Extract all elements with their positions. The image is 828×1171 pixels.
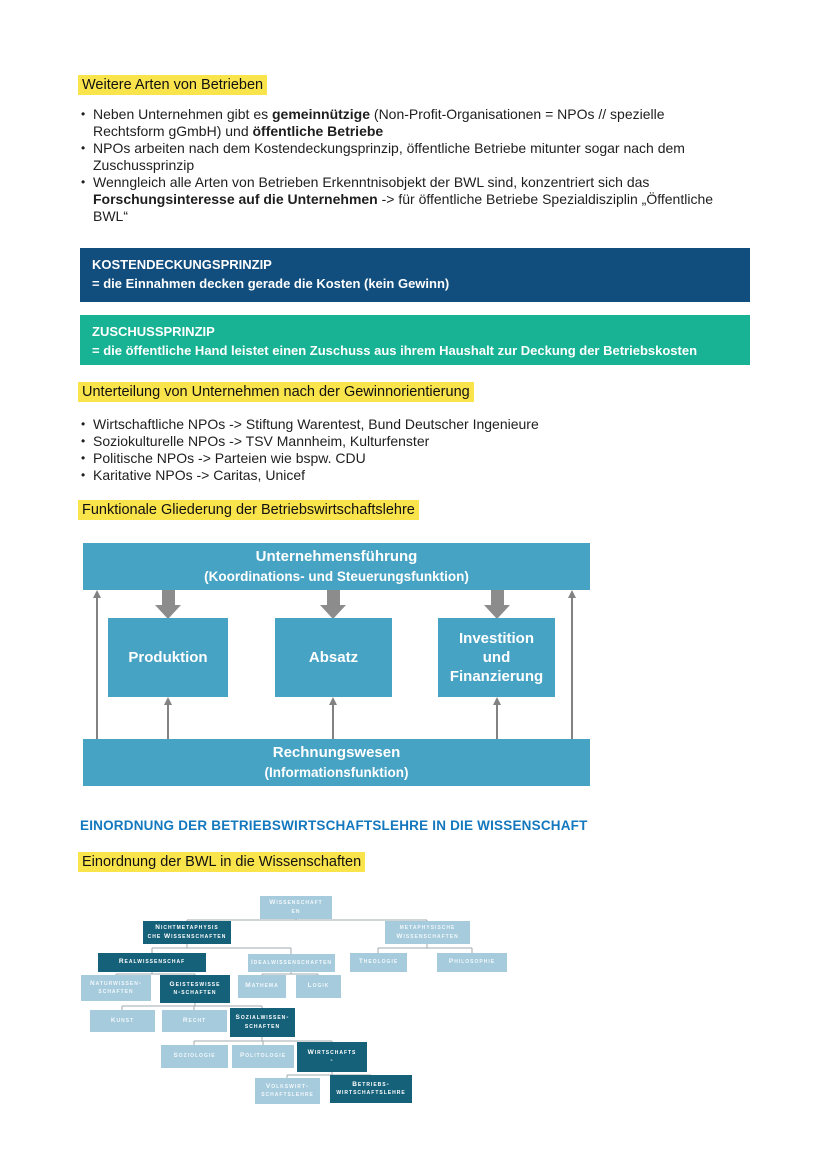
tree-node-theologie — [350, 953, 407, 972]
tree-node-label: metaphysische — [399, 924, 456, 931]
tree-node-label: Wissenschaften — [396, 932, 459, 940]
principle-box-zuschuss — [80, 315, 750, 365]
principle-box-kostendeckung — [80, 248, 750, 302]
arrow-up-icon — [167, 705, 169, 739]
text-run: Wenngleich alle Arten von Betrieben Erkenntnisobjekt der BWL sind, konzentriert sich das — [93, 174, 650, 190]
science-tree-diagram — [75, 890, 535, 1118]
tree-node-kunst — [90, 1010, 155, 1032]
tree-node-label: Wissenschaft — [269, 899, 323, 906]
diagram-box-title: Absatz — [308, 649, 359, 666]
bullet-list-betriebsarten — [80, 106, 770, 225]
tree-node-wirtschaftswissenschaften — [297, 1042, 367, 1072]
text-run-bold: Forschungsinteresse auf die Unternehmen — [93, 191, 378, 207]
section-heading-einordnung-bwl: Einordnung der BWL in die Wissenschaften — [78, 852, 365, 872]
text-run: Finanzierung — [449, 668, 544, 685]
principle-definition: = die Einnahmen decken gerade die Kosten (kein Gewinn) — [92, 276, 450, 291]
tree-node-label: en — [291, 907, 301, 915]
tree-node-label: Soziologie — [173, 1052, 216, 1060]
arrow-up-icon — [96, 598, 98, 739]
text-run: Investition — [458, 630, 534, 647]
tree-node-label: Philosophie — [448, 958, 496, 966]
tree-node-label: Logik — [307, 982, 330, 990]
diagram-box-subtitle: (Koordinations- und Steuerungsfunktion) — [204, 569, 469, 584]
text-run: Rechtsform gGmbH) und — [93, 123, 253, 139]
tree-node-naturwissenschaften — [81, 975, 151, 1001]
text-run: Wirtschaftliche NPOs -> Stiftung Warentest, Bund Deutscher Ingenieure — [93, 416, 539, 432]
text-run-bold: gemeinnützige — [272, 106, 371, 122]
arrow-down-icon — [155, 590, 181, 619]
tree-node-label: Mathema — [245, 982, 279, 990]
tree-node-label: Geisteswisse — [169, 980, 221, 988]
tree-node-label: Theologie — [358, 958, 399, 966]
tree-node-nichtmetaphysische — [143, 921, 231, 944]
tree-node-volkswirtschaftslehre — [255, 1078, 320, 1104]
tree-node-label: - — [330, 1057, 334, 1064]
arrow-down-icon — [484, 590, 510, 619]
tree-node-label: Betriebs- — [352, 1080, 390, 1088]
section-heading-weitere-arten: Weitere Arten von Betrieben — [78, 75, 267, 95]
arrow-up-icon — [571, 598, 573, 739]
text-run: Soziokulturelle NPOs -> TSV Mannheim, Kulturfenster — [93, 433, 430, 449]
text-run: BWL“ — [93, 208, 128, 224]
tree-node-label: n-schaften — [173, 989, 217, 996]
tree-node-idealwissenschaften — [248, 954, 335, 972]
tree-node-recht — [162, 1010, 227, 1032]
tree-node-label: Sozialwissen- — [235, 1014, 290, 1021]
tree-node-label: schaften — [244, 1022, 281, 1030]
bullet-list-npo-arten — [80, 416, 770, 484]
tree-node-label: Wirtschafts — [307, 1048, 357, 1056]
text-run: Karitative NPOs -> Caritas, Unicef — [93, 467, 306, 483]
tree-node-philosophie — [437, 953, 507, 972]
principle-definition: = die öffentliche Hand leistet einen Zuschuss aus ihrem Haushalt zur Deckung der Betriebskosten — [92, 343, 698, 358]
diagram-box-investition-finanzierung — [438, 618, 555, 697]
tree-node-wissenschaft — [260, 896, 332, 919]
list-item — [80, 140, 770, 174]
tree-node-label: Kunst — [110, 1016, 135, 1024]
list-item — [80, 450, 770, 467]
tree-node-label: Idealwissenschaften — [250, 958, 333, 966]
tree-node-betriebswirtschaftslehre — [330, 1075, 412, 1103]
diagram-box-absatz — [275, 618, 392, 697]
tree-node-label: Naturwissen- — [89, 979, 142, 987]
tree-node-label: Politologie — [239, 1052, 287, 1060]
section-heading-unterteilung: Unterteilung von Unternehmen nach der Gewinnorientierung — [78, 382, 474, 402]
tree-node-realwissenschaft — [98, 953, 206, 972]
tree-node-label: Nichtmetaphysis — [155, 924, 219, 931]
tree-node-mathematik — [238, 975, 286, 998]
tree-node-label: schaftslehre — [261, 1091, 314, 1098]
tree-node-label: Recht — [182, 1016, 207, 1024]
list-item — [80, 467, 770, 484]
text-run: (Non-Profit-Organisationen = NPOs // spezielle — [370, 106, 665, 122]
diagram-box-rechnungswesen — [83, 739, 590, 786]
list-item — [80, 174, 770, 225]
tree-node-soziologie — [161, 1045, 228, 1068]
chapter-heading-einordnung: EINORDNUNG DER BETRIEBSWIRTSCHAFTSLEHRE IN DIE WISSENSCHAFT — [80, 818, 588, 833]
diagram-box-title — [450, 629, 543, 686]
diagram-box-title: Unternehmensführung — [255, 548, 418, 565]
section-heading-funktionale-gliederung: Funktionale Gliederung der Betriebswirtschaftslehre — [78, 500, 419, 520]
text-run: NPOs arbeiten nach dem Kostendeckungsprinzip, öffentliche Betriebe mitunter sogar nach dem — [93, 140, 685, 156]
text-run: Politische NPOs -> Parteien wie bspw. CDU — [93, 450, 366, 466]
arrow-down-icon — [320, 590, 346, 619]
tree-node-politologie — [232, 1045, 294, 1068]
tree-node-label: wirtschaftslehre — [336, 1089, 406, 1096]
tree-node-geisteswissenschaften — [160, 975, 230, 1003]
diagram-box-subtitle: (Informationsfunktion) — [264, 765, 409, 780]
diagram-box-unternehmensfuehrung — [83, 543, 590, 590]
bwl-functions-diagram — [83, 543, 590, 786]
text-run-bold: öffentliche Betriebe — [252, 123, 384, 139]
tree-node-label: che Wissenschaften — [147, 932, 227, 940]
diagram-box-produktion — [108, 618, 228, 697]
arrow-up-icon — [496, 705, 498, 739]
tree-node-sozialwissenschaften — [230, 1008, 295, 1037]
list-item — [80, 416, 770, 433]
principle-title: ZUSCHUSSPRINZIP — [92, 324, 215, 339]
diagram-box-title: Rechnungswesen — [272, 744, 401, 761]
tree-node-metaphysische — [385, 921, 470, 944]
tree-node-label: Volkswirt- — [265, 1082, 310, 1090]
tree-node-logik — [296, 975, 341, 998]
tree-node-label: Realwissenschaf — [118, 958, 186, 966]
arrow-up-icon — [332, 705, 334, 739]
list-item — [80, 106, 770, 140]
tree-node-label: schaften — [98, 988, 134, 995]
principle-title: KOSTENDECKUNGSPRINZIP — [92, 257, 272, 272]
text-run: und — [482, 649, 511, 666]
text-run: -> für öffentliche Betriebe Spezialdisziplin „Öffentliche — [377, 191, 714, 207]
text-run: Zuschussprinzip — [93, 157, 195, 173]
text-run: Neben Unternehmen gibt es — [93, 106, 272, 122]
list-item — [80, 433, 770, 450]
diagram-box-title: Produktion — [128, 649, 208, 666]
